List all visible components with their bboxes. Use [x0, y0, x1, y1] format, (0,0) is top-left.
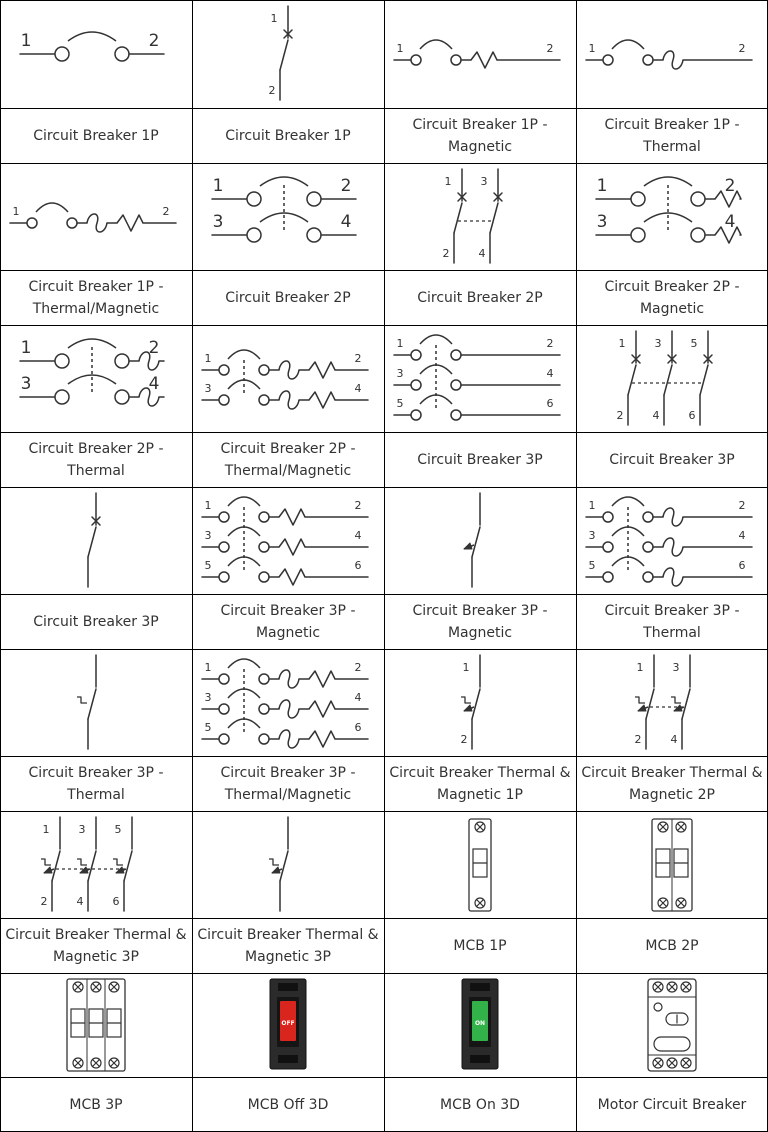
symbol-graphic	[0, 487, 192, 595]
symbol-label: MCB Off 3D	[247, 1096, 329, 1113]
svg-text:4: 4	[738, 528, 746, 542]
label-cell	[192, 432, 384, 487]
symbol-cell	[384, 973, 576, 1077]
svg-text:2: 2	[340, 175, 352, 196]
symbol-graphic	[192, 973, 384, 1077]
svg-text:3: 3	[212, 211, 224, 232]
label-cell	[576, 432, 768, 487]
svg-text:4: 4	[652, 408, 660, 422]
grid-line-horizontal	[0, 594, 768, 595]
label-cell	[192, 270, 384, 325]
symbol-label: Circuit Breaker 2P	[225, 289, 351, 306]
svg-text:OFF: OFF	[281, 1020, 295, 1027]
symbol-cell	[192, 811, 384, 918]
svg-text:6: 6	[112, 894, 120, 908]
grid-line-horizontal	[0, 918, 768, 919]
symbol-graphic	[384, 649, 576, 757]
symbol-graphic	[384, 0, 576, 108]
label-cell	[384, 756, 576, 811]
label-cell	[192, 756, 384, 811]
symbol-graphic	[0, 811, 192, 919]
symbol-graphic	[0, 163, 192, 271]
grid-line-horizontal	[0, 432, 768, 433]
svg-text:1: 1	[396, 336, 404, 350]
symbol-cell	[192, 163, 384, 270]
svg-text:2: 2	[354, 660, 362, 674]
symbol-graphic	[192, 325, 384, 433]
svg-text:1: 1	[204, 351, 212, 365]
svg-text:3: 3	[588, 528, 596, 542]
svg-text:5: 5	[588, 558, 596, 572]
svg-text:6: 6	[738, 558, 746, 572]
label-cell	[384, 432, 576, 487]
symbol-cell	[0, 0, 192, 108]
symbol-graphic	[192, 487, 384, 595]
symbol-cell	[192, 0, 384, 108]
svg-text:1: 1	[204, 498, 212, 512]
svg-text:1: 1	[20, 337, 32, 358]
symbol-cell	[384, 325, 576, 432]
svg-text:4: 4	[354, 690, 362, 704]
grid-line-horizontal	[0, 756, 768, 757]
symbol-cell	[384, 649, 576, 756]
grid-line-horizontal	[0, 0, 768, 1]
symbol-cell	[0, 649, 192, 756]
symbol-graphic	[0, 0, 192, 108]
symbol-graphic	[384, 487, 576, 595]
svg-text:6: 6	[546, 396, 554, 410]
svg-text:2: 2	[724, 175, 736, 196]
label-cell	[192, 1077, 384, 1132]
symbol-label: Circuit Breaker Thermal & Magnetic 1P	[389, 764, 571, 803]
label-cell	[0, 1077, 192, 1132]
label-cell	[384, 108, 576, 163]
svg-text:1: 1	[636, 660, 644, 674]
svg-text:4: 4	[354, 381, 362, 395]
label-cell	[576, 918, 768, 973]
grid-line-horizontal	[0, 163, 768, 164]
svg-text:4: 4	[724, 211, 736, 232]
svg-text:2: 2	[546, 42, 554, 55]
symbol-label: Circuit Breaker 2P - Thermal	[28, 440, 164, 479]
grid-line-vertical	[576, 0, 577, 1132]
svg-text:2: 2	[148, 31, 160, 51]
symbol-label: Circuit Breaker 3P - Magnetic	[412, 602, 548, 641]
symbol-cell	[0, 325, 192, 432]
symbol-cell	[576, 325, 768, 432]
symbol-label: Circuit Breaker 1P - Thermal/Magnetic	[28, 278, 164, 317]
svg-text:1: 1	[596, 175, 608, 196]
svg-text:2: 2	[354, 498, 362, 512]
label-cell	[384, 594, 576, 649]
label-cell	[0, 108, 192, 163]
symbol-cell	[576, 487, 768, 594]
grid-line-horizontal	[0, 487, 768, 488]
symbol-cell	[192, 487, 384, 594]
symbol-cell	[0, 811, 192, 918]
label-cell	[192, 918, 384, 973]
symbol-label: Circuit Breaker Thermal & Magnetic 2P	[581, 764, 763, 803]
svg-text:3: 3	[596, 211, 608, 232]
svg-text:2: 2	[148, 337, 160, 358]
symbol-graphic	[192, 0, 384, 108]
symbol-graphic	[576, 487, 768, 595]
svg-text:2: 2	[738, 498, 746, 512]
label-cell	[384, 270, 576, 325]
symbol-label: Circuit Breaker 2P	[417, 289, 543, 306]
label-cell	[384, 1077, 576, 1132]
grid-line-vertical	[192, 0, 193, 1132]
symbol-graphic	[192, 649, 384, 757]
symbol-cell	[0, 487, 192, 594]
svg-text:1: 1	[396, 42, 404, 55]
symbol-graphic	[576, 325, 768, 433]
svg-text:4: 4	[478, 246, 486, 260]
symbol-label: MCB 2P	[645, 937, 699, 954]
grid-line-horizontal	[0, 649, 768, 650]
svg-text:2: 2	[546, 336, 554, 350]
symbol-graphic	[192, 811, 384, 919]
symbol-label: Circuit Breaker 1P - Thermal	[604, 116, 740, 155]
label-cell	[0, 432, 192, 487]
svg-text:4: 4	[340, 211, 352, 232]
symbol-label: Circuit Breaker 3P	[417, 451, 543, 468]
symbol-label: Circuit Breaker 2P - Magnetic	[604, 278, 740, 317]
svg-text:4: 4	[546, 366, 554, 380]
svg-text:2: 2	[40, 894, 48, 908]
svg-text:3: 3	[78, 822, 86, 836]
svg-text:1: 1	[20, 31, 32, 51]
svg-text:5: 5	[690, 336, 698, 350]
label-cell	[0, 918, 192, 973]
svg-text:2: 2	[738, 42, 746, 55]
grid-line-horizontal	[0, 811, 768, 812]
svg-text:1: 1	[12, 204, 20, 218]
svg-text:1: 1	[462, 660, 470, 674]
symbol-graphic	[0, 973, 192, 1077]
svg-text:2: 2	[616, 408, 624, 422]
symbol-graphic	[576, 973, 768, 1077]
svg-text:1: 1	[588, 498, 596, 512]
symbol-cell	[0, 163, 192, 270]
label-cell	[576, 108, 768, 163]
svg-text:6: 6	[354, 720, 362, 734]
svg-text:1: 1	[212, 175, 224, 196]
label-cell	[192, 108, 384, 163]
symbol-graphic	[576, 649, 768, 757]
svg-text:2: 2	[634, 732, 642, 746]
label-cell	[192, 594, 384, 649]
svg-text:4: 4	[670, 732, 678, 746]
svg-text:2: 2	[354, 351, 362, 365]
symbol-label: Circuit Breaker 3P	[609, 451, 735, 468]
grid-line-horizontal	[0, 1077, 768, 1078]
label-cell	[0, 270, 192, 325]
symbol-cell	[576, 811, 768, 918]
svg-text:3: 3	[204, 690, 212, 704]
symbol-label: Circuit Breaker Thermal & Magnetic 3P	[197, 926, 379, 965]
symbol-cell	[0, 973, 192, 1077]
svg-text:6: 6	[354, 558, 362, 572]
svg-text:1: 1	[588, 42, 596, 55]
symbol-label: MCB 3P	[69, 1096, 123, 1113]
symbol-label: Circuit Breaker 3P - Thermal/Magnetic	[220, 764, 356, 803]
svg-text:5: 5	[114, 822, 122, 836]
symbol-graphic	[384, 163, 576, 271]
symbol-label: Circuit Breaker 2P - Thermal/Magnetic	[220, 440, 356, 479]
svg-text:2: 2	[162, 204, 170, 218]
symbol-label: Circuit Breaker 3P	[33, 613, 159, 630]
svg-text:3: 3	[654, 336, 662, 350]
symbol-cell	[576, 163, 768, 270]
svg-text:3: 3	[672, 660, 680, 674]
svg-text:5: 5	[204, 558, 212, 572]
symbol-label: Circuit Breaker 3P - Thermal	[604, 602, 740, 641]
grid-line-vertical	[384, 0, 385, 1132]
svg-text:3: 3	[480, 174, 488, 188]
label-cell	[0, 756, 192, 811]
symbol-label: Circuit Breaker 1P	[225, 127, 351, 144]
symbol-cell	[384, 487, 576, 594]
symbol-graphic	[384, 973, 576, 1077]
symbol-label: Motor Circuit Breaker	[597, 1096, 747, 1113]
symbol-cell	[384, 0, 576, 108]
symbol-graphic	[576, 163, 768, 271]
svg-text:3: 3	[396, 366, 404, 380]
svg-text:ON: ON	[474, 1020, 486, 1027]
symbol-cell	[384, 163, 576, 270]
svg-text:5: 5	[204, 720, 212, 734]
svg-text:1: 1	[270, 12, 278, 25]
label-cell	[576, 1077, 768, 1132]
symbol-label: Circuit Breaker 3P - Thermal	[28, 764, 164, 803]
symbol-label: Circuit Breaker 1P - Magnetic	[412, 116, 548, 155]
svg-text:6: 6	[688, 408, 696, 422]
symbol-cell	[576, 0, 768, 108]
symbol-graphic	[192, 163, 384, 271]
symbol-graphic	[384, 813, 576, 917]
symbol-graphic	[0, 325, 192, 433]
symbol-cell	[576, 973, 768, 1077]
label-cell	[576, 594, 768, 649]
symbol-cell	[192, 649, 384, 756]
symbol-cell	[576, 649, 768, 756]
svg-text:4: 4	[354, 528, 362, 542]
svg-text:1: 1	[618, 336, 626, 350]
symbol-label: Circuit Breaker 3P - Magnetic	[220, 602, 356, 641]
label-cell	[576, 270, 768, 325]
symbol-graphic	[384, 325, 576, 433]
svg-text:2: 2	[442, 246, 450, 260]
symbol-cell	[192, 325, 384, 432]
svg-text:2: 2	[460, 732, 468, 746]
svg-text:1: 1	[444, 174, 452, 188]
label-cell	[0, 594, 192, 649]
symbol-cell	[384, 811, 576, 918]
svg-text:4: 4	[148, 373, 160, 394]
label-cell	[576, 756, 768, 811]
svg-text:3: 3	[204, 528, 212, 542]
symbol-label: MCB On 3D	[440, 1096, 520, 1113]
symbol-label: Circuit Breaker Thermal & Magnetic 3P	[5, 926, 187, 965]
svg-text:2: 2	[268, 84, 276, 97]
svg-text:1: 1	[204, 660, 212, 674]
symbol-graphic	[0, 649, 192, 757]
grid-line-horizontal	[0, 270, 768, 271]
svg-text:1: 1	[42, 822, 50, 836]
svg-text:4: 4	[76, 894, 84, 908]
symbol-cell	[192, 973, 384, 1077]
grid-line-vertical	[0, 0, 1, 1132]
svg-text:3: 3	[204, 381, 212, 395]
grid-line-horizontal	[0, 973, 768, 974]
grid-line-horizontal	[0, 325, 768, 326]
symbol-label: MCB 1P	[453, 937, 507, 954]
symbol-label: Circuit Breaker 1P	[33, 127, 159, 144]
symbol-graphic	[576, 0, 768, 108]
label-cell	[384, 918, 576, 973]
svg-text:5: 5	[396, 396, 404, 410]
svg-text:3: 3	[20, 373, 32, 394]
grid-line-horizontal	[0, 108, 768, 109]
symbol-graphic	[576, 813, 768, 917]
